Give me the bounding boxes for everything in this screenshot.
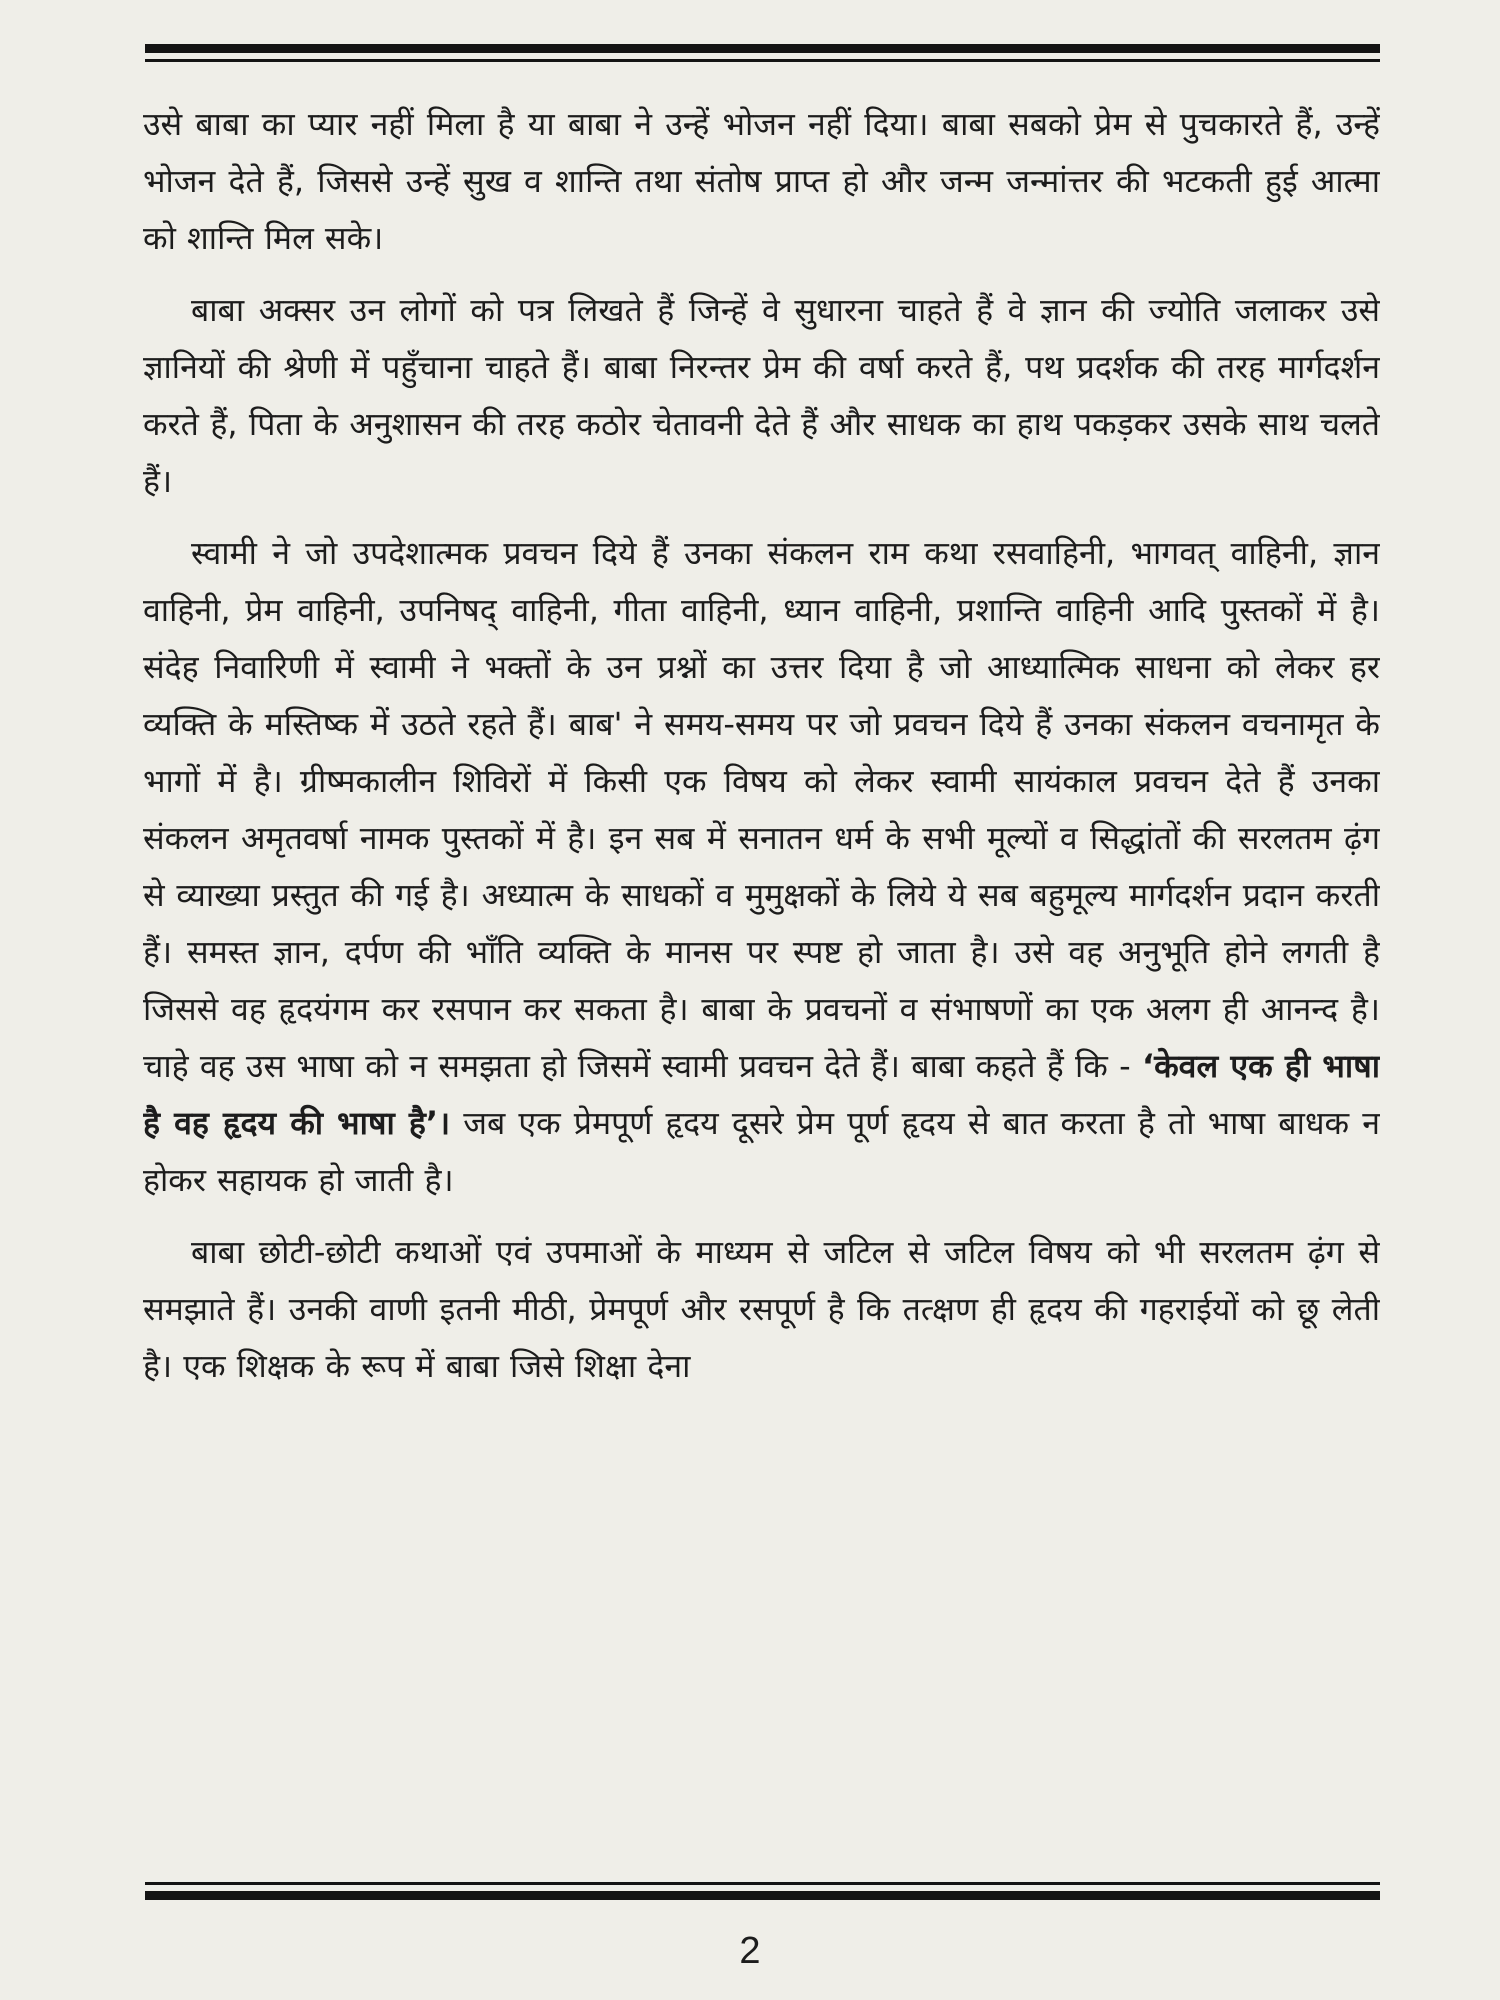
- paragraph-2: बाबा अक्सर उन लोगों को पत्र लिखते हैं जिन्हें वे सुधारना चाहते हैं वे ज्ञान की ज्योति जलाकर उसे ज्ञानियों की श्रेणी में पहुँचाना चाहते हैं। बाबा निरन्तर प्रेम की वर्षा करते हैं, पथ प्रदर्शक की तरह मार्गदर्शन करते हैं, पिता के अनुशासन की तरह कठोर चेतावनी देते हैं और साधक का हाथ पकड़कर उसके साथ चलते हैं।: [143, 291, 1380, 500]
- top-double-rule: [145, 44, 1380, 62]
- page-number: 2: [739, 1930, 761, 1972]
- paragraph-4: बाबा छोटी-छोटी कथाओं एवं उपमाओं के माध्यम से जटिल से जटिल विषय को भी सरलतम ढ़ंग से समझाते हैं। उनकी वाणी इतनी मीठी, प्रेमपूर्ण और रसपूर्ण है कि तत्क्षण ही हृदय की गहराईयों को छू लेती है। एक शिक्षक के रूप में बाबा जिसे शिक्षा देना: [143, 1233, 1380, 1385]
- page-body-text: [143, 96, 1380, 1866]
- top-rule-thick-line: [145, 44, 1380, 53]
- paragraph-3-bold-quote: ‘केवल एक ही भाषा है वह हृदय की भाषा है’।: [143, 1047, 1380, 1142]
- top-rule-thin-line: [145, 59, 1380, 62]
- paragraph-3-text-after: जब एक प्रेमपूर्ण हृदय दूसरे प्रेम पूर्ण हृदय से बात करता है तो भाषा बाधक न होकर सहायक हो जाती है।: [143, 1104, 1380, 1199]
- bottom-rule-thin-line: [145, 1882, 1380, 1885]
- paragraph-3: [143, 525, 1380, 1209]
- bottom-double-rule: [145, 1882, 1380, 1900]
- paragraph-1: उसे बाबा का प्यार नहीं मिला है या बाबा ने उन्हें भोजन नहीं दिया। बाबा सबको प्रेम से पुचकारते हैं, उन्हें भोजन देते हैं, जिससे उन्हें सुख व शान्ति तथा संतोष प्राप्त हो और जन्म जन्मांत्तर की भटकती हुई आत्मा को शान्ति मिल सके।: [143, 105, 1380, 257]
- bottom-rule-thick-line: [145, 1891, 1380, 1900]
- paragraph-3-text: स्वामी ने जो उपदेशात्मक प्रवचन दिये हैं उनका संकलन राम कथा रसवाहिनी, भागवत् वाहिनी, ज्ञान वाहिनी, प्रेम वाहिनी, उपनिषद् वाहिनी, गीता वाहिनी, ध्यान वाहिनी, प्रशान्ति वाहिनी आदि पुस्तकों में है। संदेह निवारिणी में स्वामी ने भक्तों के उन प्रश्नों का उत्तर दिया है जो आध्यात्मिक साधना को लेकर हर व्यक्ति के मस्तिष्क में उठते रहते हैं। बाब' ने समय-समय पर जो प्रवचन दिये हैं उनका संकलन वचनामृत के भागों में है। ग्रीष्मकालीन शिविरों में किसी एक विषय को लेकर स्वामी सायंकाल प्रवचन देते हैं उनका संकलन अमृतवर्षा नामक पुस्तकों में है। इन सब में सनातन धर्म के सभी मूल्यों व सिद्धांतों की सरलतम ढ़ंग से व्याख्या प्रस्तुत की गई है। अध्यात्म के साधकों व मुमुक्षकों के लिये ये सब बहुमूल्य मार्गदर्शन प्रदान करती हैं। समस्त ज्ञान, दर्पण की भाँति व्यक्ति के मानस पर स्पष्ट हो जाता है। उसे वह अनुभूति होने लगती है जिससे वह हृदयंगम कर रसपान कर सकता है। बाबा के प्रवचनों व संभाषणों का एक अलग ही आनन्द है। चाहे वह उस भाषा को न समझता हो जिसमें स्वामी प्रवचन देते हैं। बाबा कहते हैं कि -: [143, 534, 1380, 1085]
